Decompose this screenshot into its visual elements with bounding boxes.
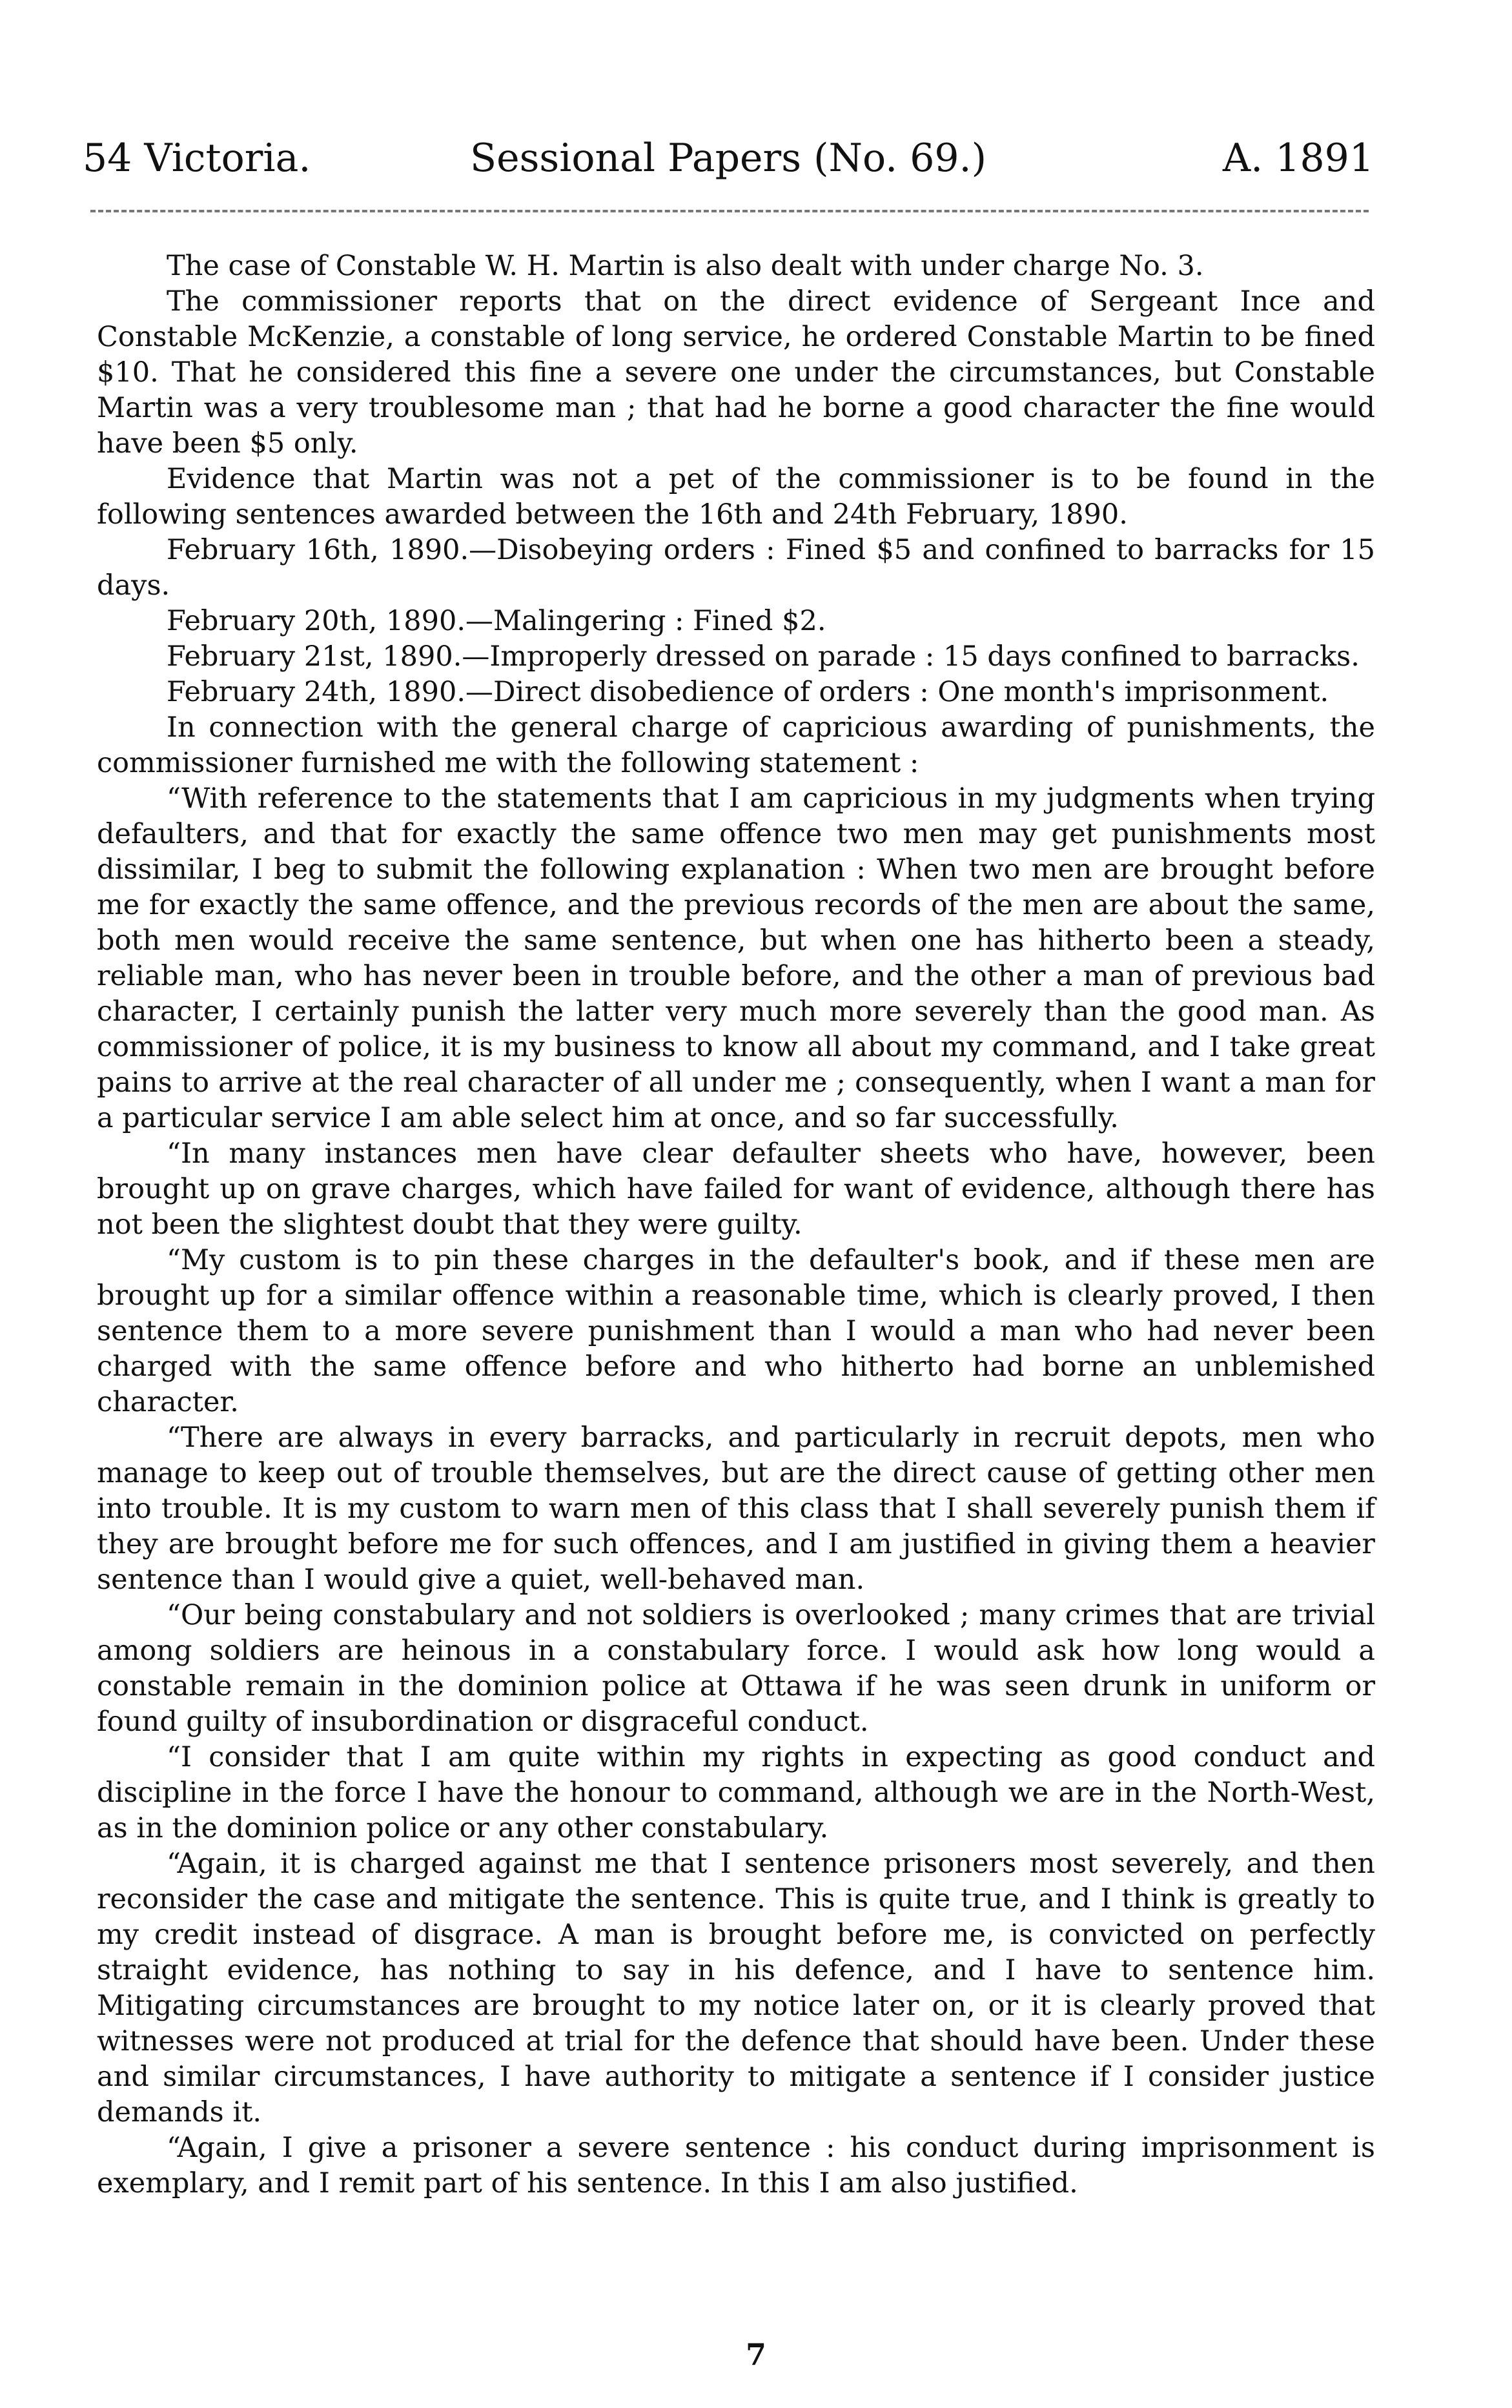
paragraph: “With reference to the statements that I am capricious in my judgments when trying defaulters, and that for exactly the same offence two men may get punishments most dissimilar, I beg to submit the following explanation : When two men are brought before me for exactly the same offence, and the previous records of the men are about the same, both men would receive the same sentence, but when one has hitherto been a steady, reliable man, who has never been in trouble before, and the other a man of previous bad character, I certainly punish the latter very much more severely than the good man. As commissioner of police, it is my business to know all about my command, and I take great pains to arrive at the real character of all under me ; consequently, when I want a man for a particular service I am able select him at once, and so far successfully. [97,782,1375,1134]
page-number: 7 [745,2337,766,2372]
paragraph: “Again, I give a prisoner a severe sentence : his conduct during imprisonment is exemplary, and I remit part of his sentence. In this I am also justified. [97,2132,1375,2199]
document-body [97,249,1375,2201]
paragraph: The commissioner reports that on the direct evidence of Sergeant Ince and Constable McKenzie, a constable of long service, he ordered Constable Martin to be fined $10. That he considered this fine a severe one under the circumstances, but Constable Martin was a very troublesome man ; that had he borne a good character the fine would have been $5 only. [97,285,1375,460]
header-sessional-papers: Sessional Papers (No. 69.) [470,136,987,181]
paragraph: The case of Constable W. H. Martin is also dealt with under charge No. 3. [167,250,1204,282]
paragraph: February 21st, 1890.—Improperly dressed on parade : 15 days confined to barracks. [167,640,1360,673]
paragraph: Evidence that Martin was not a pet of the commissioner is to be found in the following sentences awarded between the 16th and 24th February, 1890. [97,463,1375,531]
paragraph: February 24th, 1890.—Direct disobedience of orders : One month's imprisonment. [167,676,1329,708]
paragraph: “I consider that I am quite within my rights in expecting as good conduct and discipline in the force I have the honour to command, although we are in the North-West, as in the dominion police or any other constabulary. [97,1741,1375,1844]
paragraph: February 16th, 1890.—Disobeying orders : Fined $5 and confined to barracks for 15 days. [97,534,1375,602]
paragraph: “Again, it is charged against me that I sentence prisoners most severely, and then reconsider the case and mitigate the sentence. This is quite true, and I think is greatly to my credit instead of disgrace. A man is brought before me, is convicted on perfectly straight evidence, has nothing to say in his defence, and I have to sentence him. Mitigating circumstances are brought to my notice later on, or it is clearly proved that witnesses were not produced at trial for the defence that should have been. Under these and similar circumstances, I have authority to mitigate a sentence if I consider justice demands it. [97,1848,1375,2128]
paragraph: “In many instances men have clear defaulter sheets who have, however, been brought up on grave charges, which have failed for want of evidence, although there has not been the slightest doubt that they were guilty. [97,1138,1375,1241]
header-session: 54 Victoria. [83,136,311,181]
header-year: A. 1891 [1222,136,1374,181]
paragraph: February 20th, 1890.—Malingering : Fined $2. [167,605,826,637]
paragraph: In connection with the general charge of capricious awarding of punishments, the commissioner furnished me with the following statement : [97,711,1375,779]
paragraph: “Our being constabulary and not soldiers is overlooked ; many crimes that are trivial among soldiers are heinous in a constabulary force. I would ask how long would a constable remain in the dominion police at Ottawa if he was seen drunk in uniform or found guilty of insubordination or disgraceful conduct. [97,1599,1375,1738]
paragraph: “There are always in every barracks, and particularly in recruit depots, men who manage to keep out of trouble themselves, but are the direct cause of getting other men into trouble. It is my custom to warn men of this class that I shall severely punish them if they are brought before me for such offences, and I am justified in giving them a heavier sentence than I would give a quiet, well-behaved man. [97,1422,1375,1596]
page-header [83,129,1374,187]
header-divider [90,210,1369,212]
paragraph: “My custom is to pin these charges in the defaulter's book, and if these men are brought up for a similar offence within a reasonable time, which is clearly proved, I then sentence them to a more severe punishment than I would a man who had never been charged with the same offence before and who hitherto had borne an unblemished character. [97,1244,1375,1418]
